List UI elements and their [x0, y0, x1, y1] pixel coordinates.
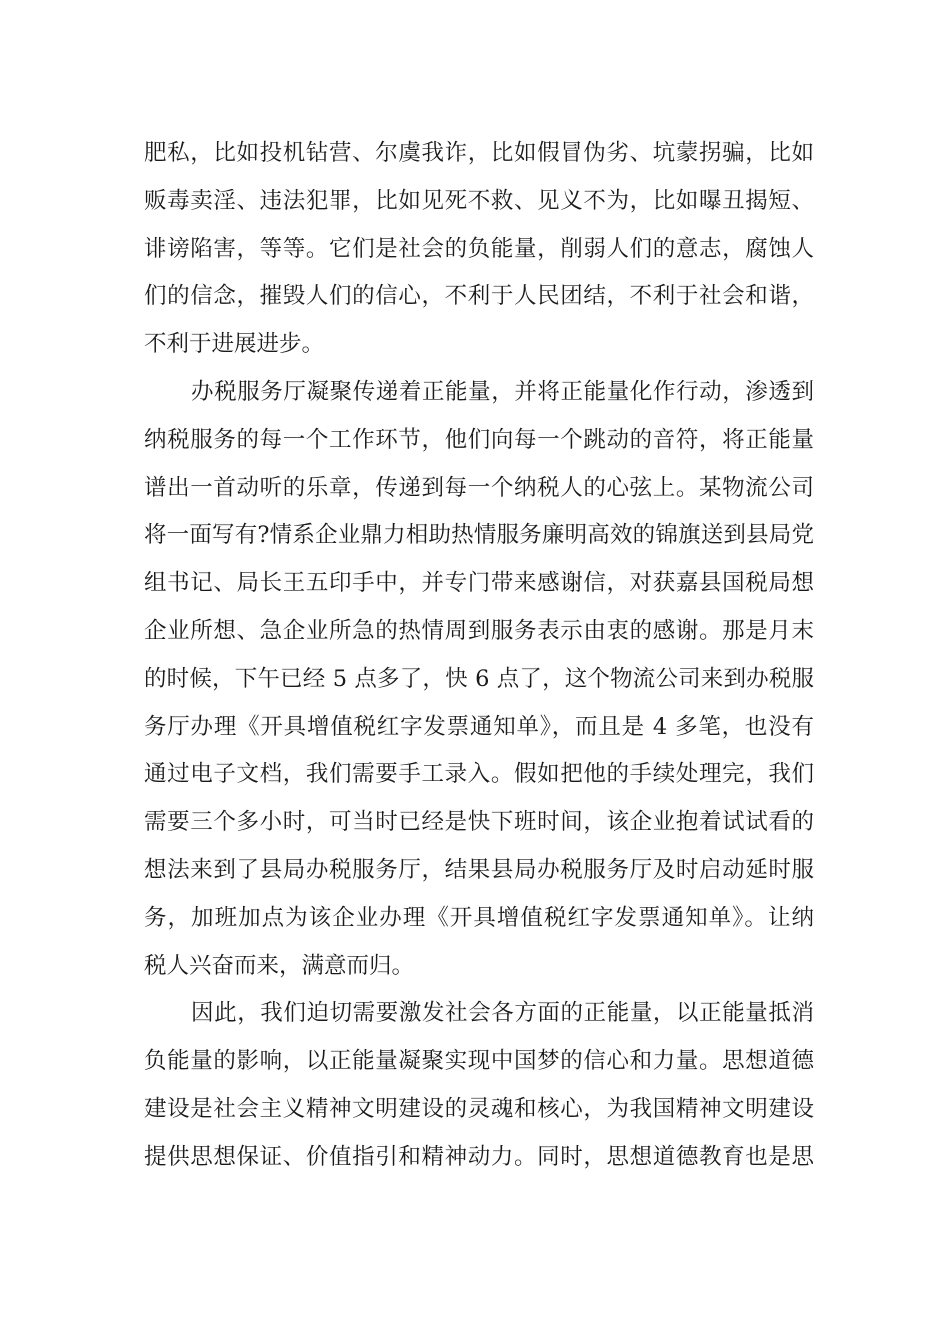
- text-line: 办税服务厅凝聚传递着正能量，并将正能量化作行动，渗透到: [191, 378, 814, 405]
- text-line: 因此，我们迫切需要激发社会各方面的正能量，以正能量抵消: [191, 1000, 814, 1027]
- text-line: 们的信念，摧毁人们的信心，不利于人民团结，不利于社会和谐，: [144, 283, 814, 310]
- text-line: 企业所想、急企业所急的热情周到服务表示由衷的感谢。那是月末: [144, 617, 814, 644]
- text-line: 需要三个多小时，可当时已经是快下班时间，该企业抱着试试看的: [144, 809, 814, 836]
- text-line: 诽谤陷害，等等。它们是社会的负能量，削弱人们的意志，腐蚀人: [144, 235, 814, 262]
- text-line: 贩毒卖淫、违法犯罪，比如见死不救、见义不为，比如曝丑揭短、: [144, 187, 814, 214]
- text-line: 税人兴奋而来，满意而归。: [144, 952, 415, 979]
- text-line: 组书记、局长王五印手中，并专门带来感谢信，对获嘉县国税局想: [144, 570, 814, 597]
- body-text: [144, 130, 814, 1182]
- text-line: 负能量的影响，以正能量凝聚实现中国梦的信心和力量。思想道德: [144, 1048, 814, 1075]
- text-line: 想法来到了县局办税服务厅，结果县局办税服务厅及时启动延时服: [144, 856, 814, 883]
- text-line: 建设是社会主义精神文明建设的灵魂和核心，为我国精神文明建设: [144, 1095, 814, 1122]
- text-line: 将一面写有?情系企业鼎力相助热情服务廉明高效的锦旗送到县局党: [144, 522, 814, 549]
- text-line: 肥私，比如投机钻营、尔虞我诈，比如假冒伪劣、坑蒙拐骗，比如: [144, 140, 814, 166]
- text-line: 务厅办理《开具增值税红字发票通知单》，而且是 4 多笔，也没有: [144, 713, 814, 740]
- text-line: 纳税服务的每一个工作环节，他们向每一个跳动的音符，将正能量: [144, 426, 814, 453]
- text-line: 谱出一首动听的乐章，传递到每一个纳税人的心弦上。某物流公司: [144, 474, 814, 501]
- text-line: 务，加班加点为该企业办理《开具增值税红字发票通知单》。让纳: [144, 904, 814, 931]
- text-line: 的时候，下午已经 5 点多了，快 6 点了，这个物流公司来到办税服: [144, 665, 814, 692]
- text-line: 通过电子文档，我们需要手工录入。假如把他的手续处理完，我们: [144, 761, 814, 788]
- text-line: 提供思想保证、价值指引和精神动力。同时，思想道德教育也是思: [144, 1143, 814, 1170]
- text-line: 不利于进展进步。: [144, 331, 325, 358]
